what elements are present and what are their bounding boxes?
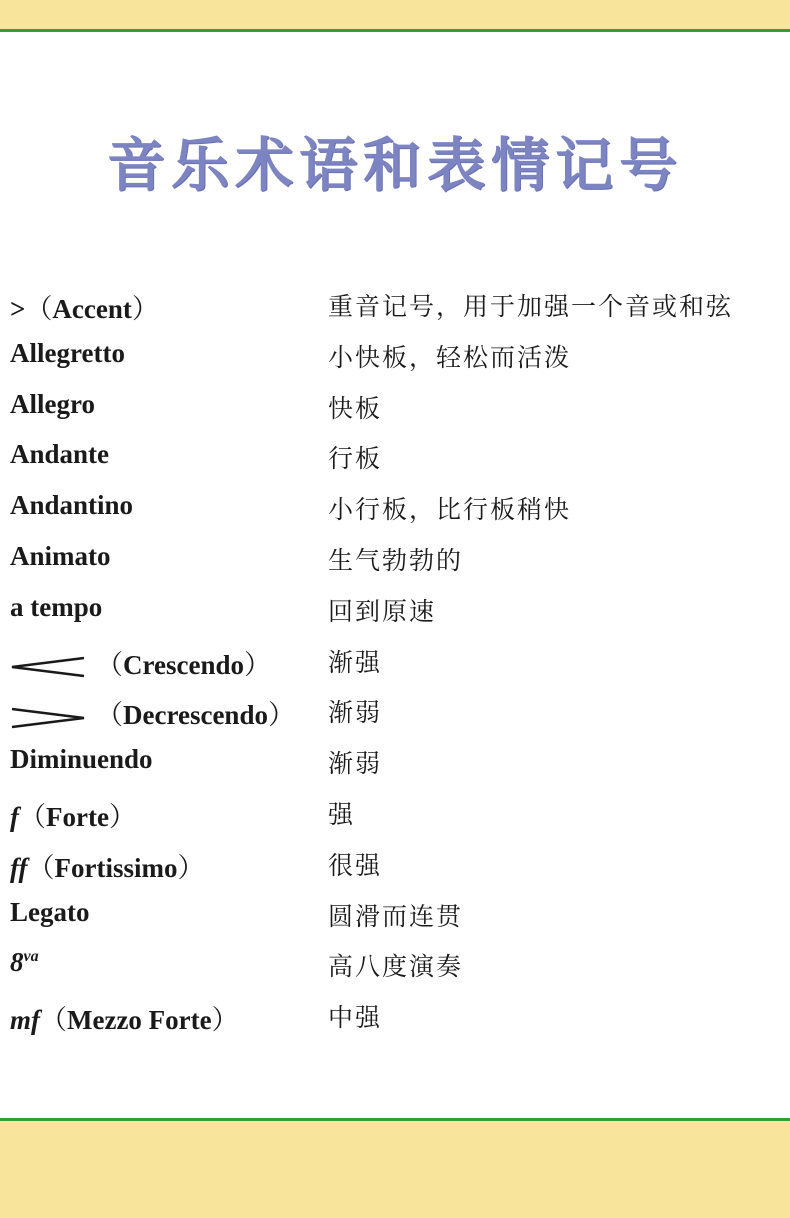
terms-list (0, 281, 790, 1043)
term-definition: 小行板，比行板稍快 (328, 495, 572, 525)
term-row (0, 484, 790, 535)
crescendo-hairpin-icon (10, 656, 86, 678)
fortissimo-symbol: ff (10, 852, 28, 883)
term-definition: 高八度演奏 (328, 952, 464, 982)
term-row (0, 840, 790, 891)
term-name: Forte (46, 801, 109, 832)
top-banner (0, 0, 790, 32)
term-definition: 小快板，轻松而活泼 (328, 342, 572, 372)
forte-symbol: f (10, 801, 19, 832)
term-label: f（Forte） (10, 801, 136, 832)
decrescendo-hairpin-icon (10, 707, 86, 729)
ottava-superscript: va (23, 948, 39, 966)
term-name: Andantino (10, 490, 134, 521)
term-name: Mezzo Forte (67, 1005, 212, 1036)
term-row (0, 738, 790, 789)
term-row (0, 789, 790, 840)
term-label (10, 947, 39, 978)
ottava-symbol: 8 (10, 947, 24, 978)
term-name: Allegretto (10, 337, 125, 368)
term-name: a tempo (10, 591, 103, 622)
term-row (0, 433, 790, 484)
term-name: Accent (52, 294, 132, 324)
term-row (0, 891, 790, 942)
term-row (0, 637, 790, 688)
term-definition: 重音记号，用于加强一个音或和弦 (328, 292, 734, 321)
term-row (0, 383, 790, 434)
term-definition: 快板 (328, 393, 383, 423)
term-definition: 中强 (328, 1003, 383, 1033)
term-label: ff（Fortissimo） (10, 852, 205, 883)
page-title: 音乐术语和表情记号 (106, 131, 683, 199)
term-definition: 行板 (328, 444, 383, 474)
term-definition: 渐弱 (328, 698, 383, 728)
term-definition: 强 (328, 799, 356, 829)
term-name: Allegro (10, 388, 95, 419)
term-label: >（Accent） (10, 294, 159, 324)
term-row (0, 281, 790, 332)
term-name: Crescendo (123, 649, 244, 680)
mezzo-forte-symbol: mf (10, 1005, 40, 1036)
term-name: Decrescendo (123, 700, 268, 731)
term-row (0, 992, 790, 1043)
term-name: Andante (10, 439, 110, 470)
term-row (0, 586, 790, 637)
term-definition: 生气勃勃的 (328, 545, 464, 575)
term-row (0, 941, 790, 992)
term-definition: 很强 (328, 850, 383, 880)
term-row (0, 687, 790, 738)
term-name: Fortissimo (54, 852, 178, 883)
term-definition: 圆滑而连贯 (328, 901, 464, 931)
term-name: Animato (10, 540, 111, 571)
term-label: （Crescendo） (10, 643, 271, 682)
term-definition: 渐强 (328, 647, 383, 677)
term-label: mf（Mezzo Forte） (10, 1005, 239, 1036)
term-label: （Decrescendo） (10, 693, 295, 732)
term-definition: 渐弱 (328, 749, 383, 779)
term-row (0, 332, 790, 383)
term-name: Legato (10, 896, 90, 927)
bottom-banner (0, 1118, 790, 1218)
term-definition: 回到原速 (328, 596, 437, 626)
term-row (0, 535, 790, 586)
accent-symbol: > (10, 294, 26, 324)
term-name: Diminuendo (10, 744, 153, 775)
